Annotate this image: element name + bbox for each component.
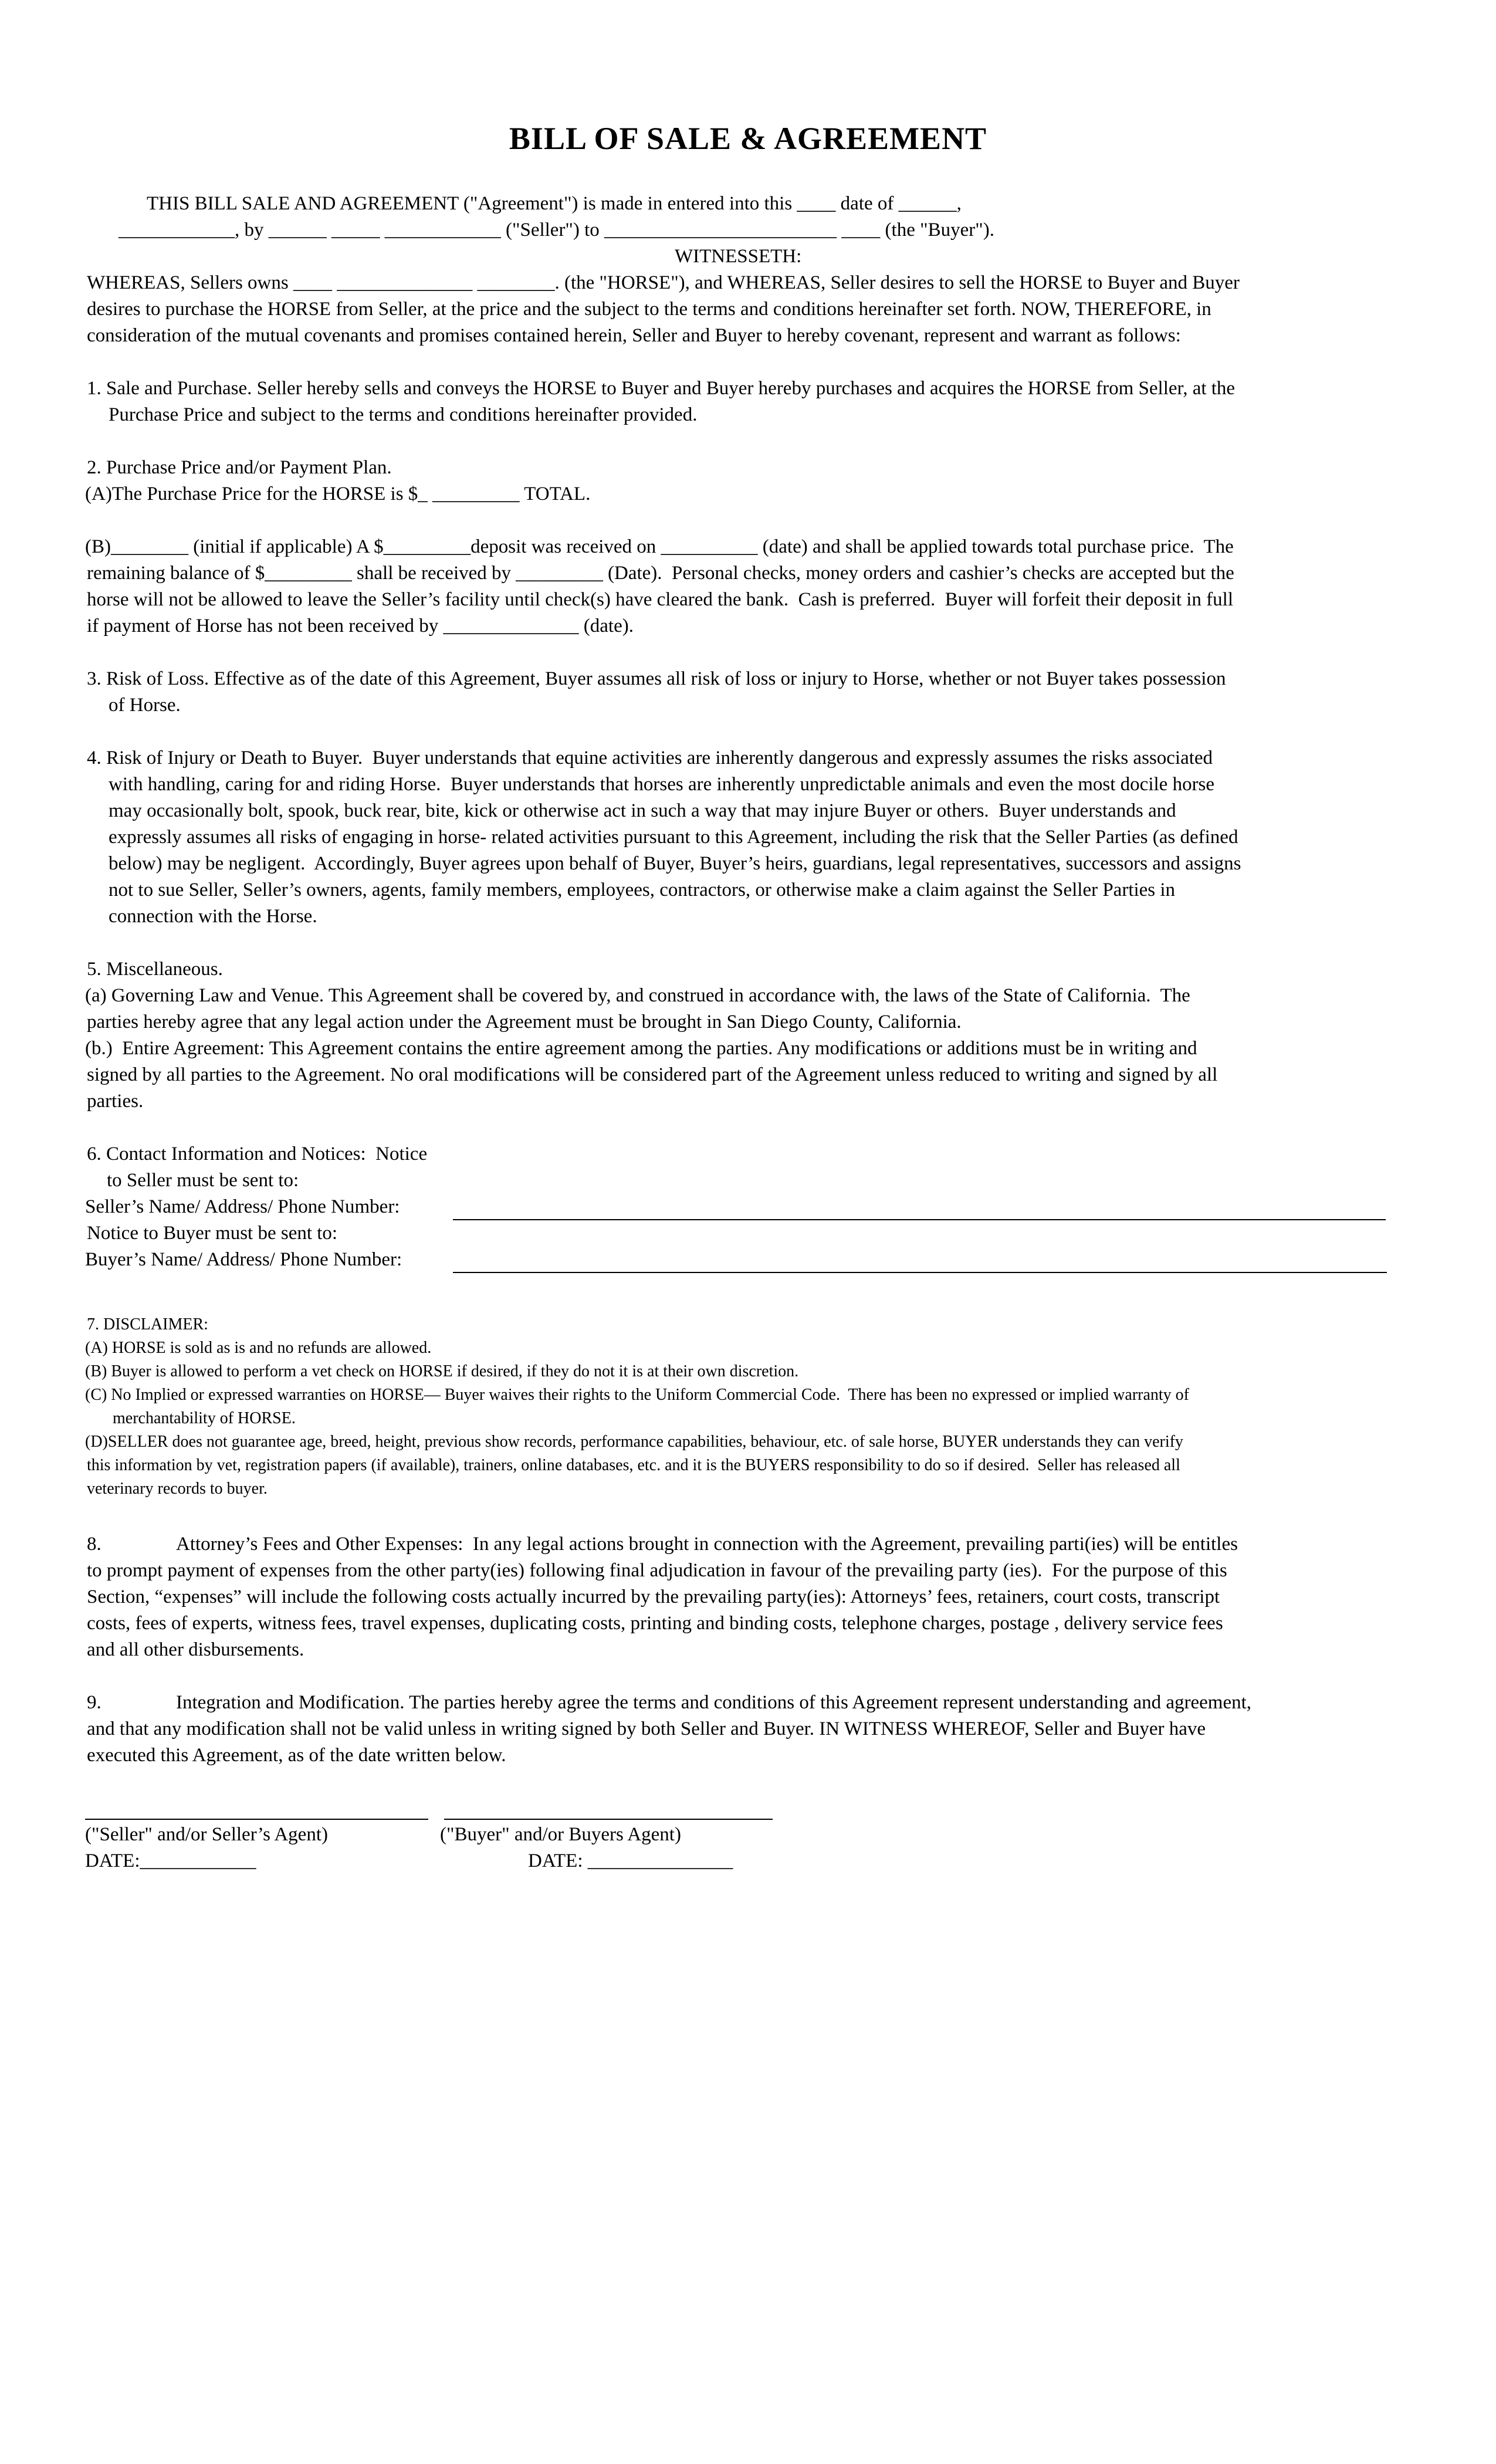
disclaimer-b: (B) Buyer is allowed to perform a vet check on HORSE if desired, if they do not it is at their own discretion. — [85, 1362, 799, 1380]
disclaimer-d-line-3: veterinary records to buyer. — [87, 1480, 268, 1498]
disclaimer-a: (A) HORSE is sold as is and no refunds are allowed. — [85, 1339, 432, 1357]
section-4-line-5: below) may be negligent. Accordingly, Buyer agrees upon behalf of Buyer, Buyer’s heirs, guardians, legal representatives, successors and assigns — [109, 853, 1241, 874]
seller-date-field[interactable]: DATE:____________ — [85, 1850, 256, 1871]
section-3-line-1: 3. Risk of Loss. Effective as of the date of this Agreement, Buyer assumes all risk of loss or injury to Horse, whether or not Buyer takes possession — [87, 668, 1226, 689]
section-8-line-2: to prompt payment of expenses from the other party(ies) following final adjudication in favour of the prevailing party (ies). For the purpose of this — [87, 1560, 1227, 1581]
buyer-contact-label: Buyer’s Name/ Address/ Phone Number: — [85, 1249, 402, 1270]
section-4-line-1: 4. Risk of Injury or Death to Buyer. Buyer understands that equine activities are inherently dangerous and expressly assumes the risks associated — [87, 747, 1213, 769]
section-1-line-2: Purchase Price and subject to the terms and conditions hereinafter provided. — [109, 404, 698, 425]
disclaimer-c-line-1: (C) No Implied or expressed warranties on HORSE— Buyer waives their rights to the Uniform Commercial Code. There has been no expressed or implied warranty of — [85, 1386, 1190, 1404]
intro-line-1: THIS BILL SALE AND AGREEMENT ("Agreement") is made in entered into this ____ date of ______, — [147, 193, 962, 214]
disclaimer-d-line-1: (D)SELLER does not guarantee age, breed, height, previous show records, performance capabilities, behaviour, etc. of sale horse, BUYER understands they can verify — [85, 1433, 1183, 1451]
buyer-signature-label: ("Buyer" and/or Buyers Agent) — [440, 1824, 681, 1845]
section-9-line-3: executed this Agreement, as of the date written below. — [87, 1745, 506, 1766]
section-5-heading: 5. Miscellaneous. — [87, 959, 223, 980]
section-8-number: 8. — [87, 1534, 101, 1555]
section-8-line-3: Section, “expenses” will include the following costs actually incurred by the prevailing party(ies): Attorneys’ fees, retainers, court costs, transcript — [87, 1586, 1220, 1607]
section-8-line-5: and all other disbursements. — [87, 1639, 304, 1660]
section-7-heading: 7. DISCLAIMER: — [87, 1315, 208, 1333]
section-9-line-2: and that any modification shall not be valid unless in writing signed by both Seller and Buyer. IN WITNESS WHEREOF, Seller and Buyer have — [87, 1718, 1206, 1739]
document-title: BILL OF SALE & AGREEMENT — [509, 121, 987, 156]
section-3-line-2: of Horse. — [109, 695, 181, 716]
section-9-number: 9. — [87, 1692, 101, 1713]
section-2-heading: 2. Purchase Price and/or Payment Plan. — [87, 457, 392, 478]
section-4-line-3: may occasionally bolt, spook, buck rear, bite, kick or otherwise act in such a way that may injure Buyer or others. Buyer understands and — [109, 800, 1176, 821]
deposit-line-2: remaining balance of $_________ shall be received by _________ (Date). Personal checks, money orders and cashier’s checks are accepted but the — [87, 563, 1234, 584]
deposit-line-3: horse will not be allowed to leave the Seller’s facility until check(s) have cleared the bank. Cash is preferred. Buyer will forfeit their deposit in full — [87, 589, 1234, 610]
purchase-price-line: (A)The Purchase Price for the HORSE is $_ _________ TOTAL. — [85, 483, 591, 505]
whereas-line-3: consideration of the mutual covenants and promises contained herein, Seller and Buyer to hereby covenant, represent and warrant as follows: — [87, 325, 1181, 346]
entire-agreement-line-1: (b.) Entire Agreement: This Agreement contains the entire agreement among the parties. Any modifications or additions must be in writing and — [85, 1038, 1197, 1059]
section-4-line-2: with handling, caring for and riding Horse. Buyer understands that horses are inherently unpredictable animals and even the most docile horse — [109, 774, 1215, 795]
entire-agreement-line-3: parties. — [87, 1091, 144, 1112]
section-4-line-6: not to sue Seller, Seller’s owners, agents, family members, employees, contractors, or otherwise make a claim against the Seller Parties in — [109, 879, 1176, 901]
whereas-line-2: desires to purchase the HORSE from Seller, at the price and the subject to the terms and conditions hereinafter set forth. NOW, THEREFORE, in — [87, 299, 1211, 320]
whereas-line-1: WHEREAS, Sellers owns ____ ______________ ________. (the "HORSE"), and WHEREAS, Seller desires to sell the HORSE to Buyer and Buyer — [87, 272, 1240, 293]
governing-law-line-2: parties hereby agree that any legal action under the Agreement must be brought in San Diego County, California. — [87, 1011, 962, 1033]
buyer-notice-label: Notice to Buyer must be sent to: — [87, 1223, 338, 1244]
section-9-line-1: Integration and Modification. The parties hereby agree the terms and conditions of this Agreement represent understanding and agreement, — [176, 1692, 1252, 1713]
section-4-line-4: expressly assumes all risks of engaging in horse- related activities pursuant to this Agreement, including the risk that the Seller Parties (as defined — [109, 827, 1238, 848]
intro-line-2: ____________, by ______ _____ ____________ ("Seller") to ________________________ ____ (the "Buyer"). — [119, 219, 994, 241]
section-4-line-7: connection with the Horse. — [109, 906, 317, 927]
disclaimer-d-line-2: this information by vet, registration papers (if available), trainers, online databases, etc. and it is the BUYERS responsibility to do so if desired. Seller has released all — [87, 1456, 1180, 1474]
buyer-signature-line[interactable] — [444, 1819, 773, 1820]
deposit-line-1: (B)________ (initial if applicable) A $_________deposit was received on __________ (date) and shall be applied towards total purchase price. The — [85, 536, 1234, 557]
witnesseth-heading: WITNESSETH: — [675, 246, 802, 267]
seller-contact-field[interactable] — [453, 1219, 1386, 1220]
deposit-line-4: if payment of Horse has not been received by ______________ (date). — [87, 615, 634, 637]
buyer-date-field[interactable]: DATE: _______________ — [528, 1850, 733, 1871]
entire-agreement-line-2: signed by all parties to the Agreement. No oral modifications will be considered part of the Agreement unless reduced to writing and signed by all — [87, 1064, 1218, 1085]
seller-contact-label: Seller’s Name/ Address/ Phone Number: — [85, 1196, 400, 1217]
section-6-line-2: to Seller must be sent to: — [107, 1170, 299, 1191]
seller-signature-line[interactable] — [85, 1819, 428, 1820]
section-8-line-4: costs, fees of experts, witness fees, travel expenses, duplicating costs, printing and binding costs, telephone charges, postage , delivery service fees — [87, 1613, 1223, 1634]
section-1-line-1: 1. Sale and Purchase. Seller hereby sells and conveys the HORSE to Buyer and Buyer hereby purchases and acquires the HORSE from Seller, at the — [87, 378, 1236, 399]
seller-signature-label: ("Seller" and/or Seller’s Agent) — [85, 1824, 328, 1845]
disclaimer-c-line-2: merchantability of HORSE. — [113, 1409, 296, 1427]
section-8-line-1: Attorney’s Fees and Other Expenses: In any legal actions brought in connection with the Agreement, prevailing parti(ies) will be entitles — [176, 1534, 1238, 1555]
buyer-contact-field[interactable] — [453, 1272, 1387, 1273]
section-6-line-1: 6. Contact Information and Notices: Notice — [87, 1143, 428, 1165]
governing-law-line-1: (a) Governing Law and Venue. This Agreement shall be covered by, and construed in accordance with, the laws of the State of California. The — [85, 985, 1190, 1006]
